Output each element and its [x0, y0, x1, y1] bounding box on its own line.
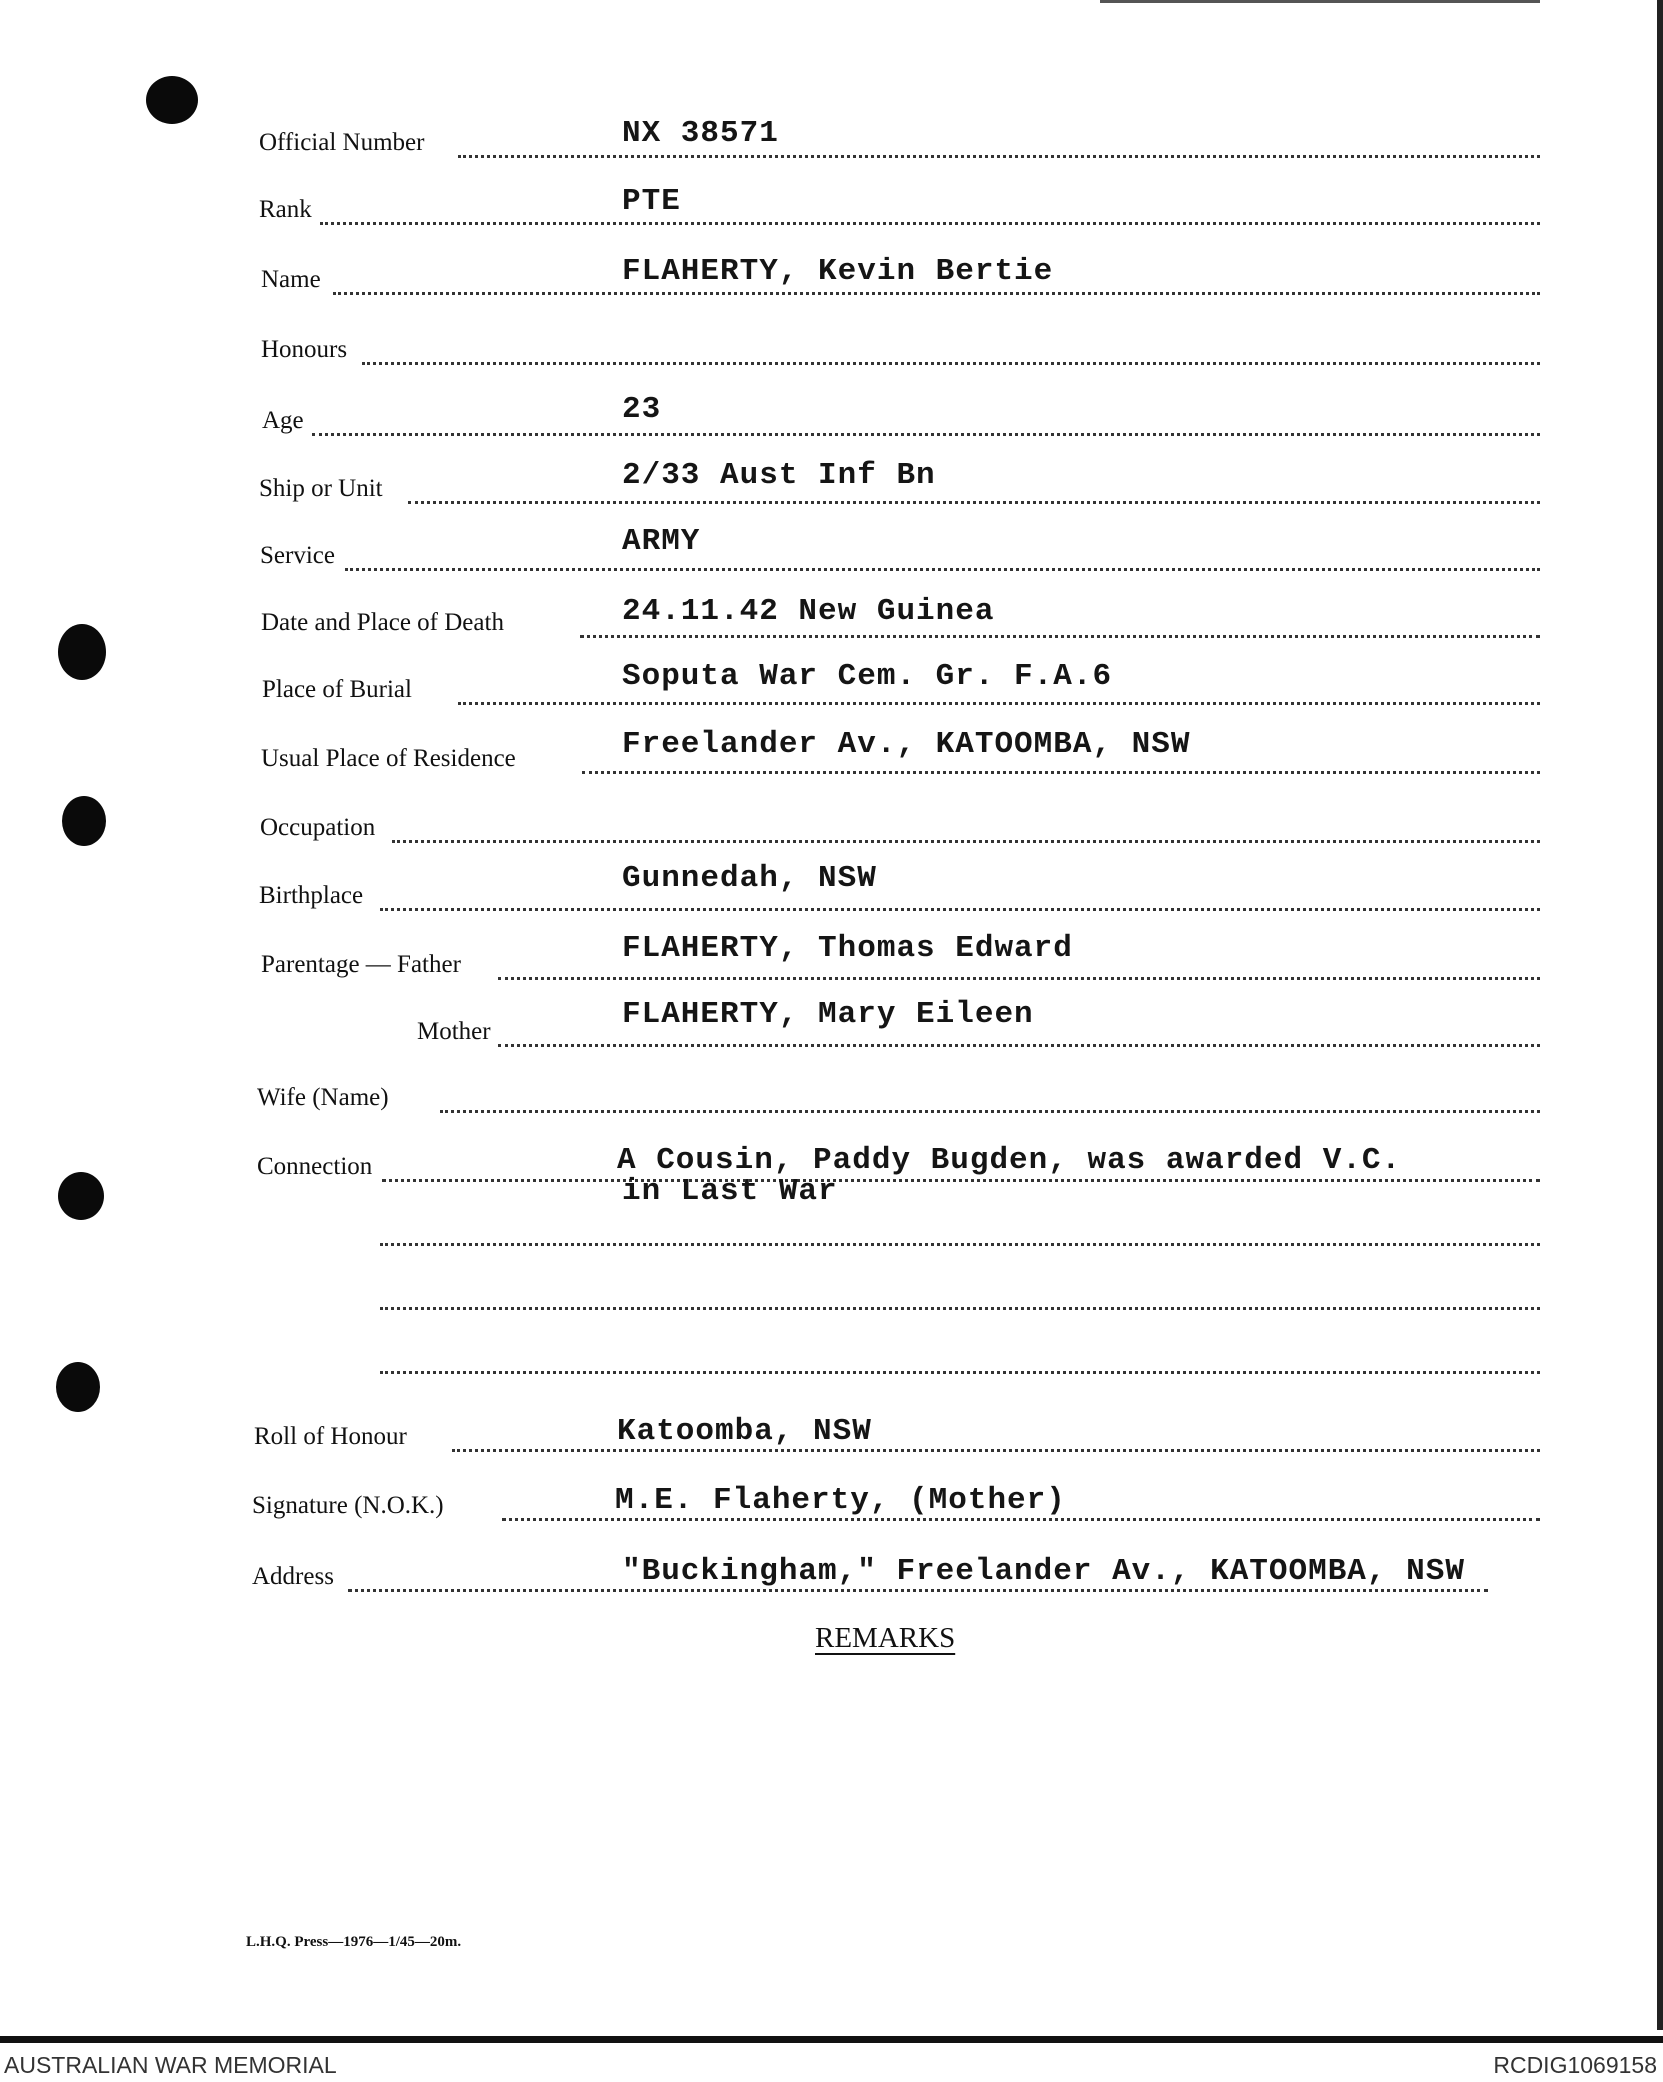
address-value: "Buckingham," Freelander Av., KATOOMBA, NSW — [622, 1554, 1465, 1589]
father-dotted-line — [498, 977, 1540, 980]
footer-record-id: RCDIG1069158 — [1493, 2052, 1657, 2078]
punch-hole — [58, 624, 106, 680]
signature-value: M.E. Flaherty, (Mother) — [615, 1483, 1066, 1518]
ship-or-unit-dotted-line — [408, 501, 1540, 504]
mother-value: FLAHERTY, Mary Eileen — [622, 997, 1034, 1032]
father-label: Parentage — Father — [261, 951, 461, 978]
scan-right-edge — [1657, 0, 1663, 2030]
birthplace-value: Gunnedah, NSW — [622, 861, 877, 896]
father-value: FLAHERTY, Thomas Edward — [622, 931, 1073, 966]
footer-rule — [0, 2036, 1663, 2043]
service-label: Service — [260, 542, 335, 569]
connection-extra-dotted-line — [380, 1243, 1540, 1246]
ship-or-unit-value: 2/33 Aust Inf Bn — [622, 458, 936, 493]
wife-label: Wife (Name) — [257, 1084, 389, 1111]
punch-hole — [146, 76, 198, 124]
signature-label: Signature (N.O.K.) — [252, 1492, 444, 1519]
official-number-value: NX 38571 — [622, 116, 779, 151]
punch-hole — [58, 1172, 104, 1220]
mother-label: Mother — [417, 1018, 491, 1045]
service-value: ARMY — [622, 524, 701, 559]
connection-extra-dotted-line — [380, 1371, 1540, 1374]
date-place-death-dotted-line — [580, 635, 1540, 638]
honours-dotted-line — [362, 362, 1540, 365]
rank-dotted-line — [320, 222, 1540, 225]
rank-value: PTE — [622, 184, 681, 219]
date-place-death-value: 24.11.42 New Guinea — [622, 594, 995, 629]
connection-value-line2: in Last War — [622, 1174, 838, 1209]
connection-dotted-line — [382, 1179, 1540, 1182]
address-dotted-line — [348, 1589, 1488, 1592]
connection-value-line1: A Cousin, Paddy Bugden, was awarded V.C. — [617, 1143, 1402, 1178]
scan-top-edge — [1100, 0, 1540, 3]
roll-of-honour-value: Katoomba, NSW — [617, 1414, 872, 1449]
punch-hole — [56, 1362, 100, 1412]
usual-residence-value: Freelander Av., KATOOMBA, NSW — [622, 727, 1191, 762]
remarks-heading: REMARKS — [815, 1622, 956, 1654]
address-label: Address — [252, 1563, 334, 1590]
age-value: 23 — [622, 392, 662, 427]
name-label: Name — [261, 266, 321, 293]
date-place-death-label: Date and Place of Death — [261, 609, 504, 636]
official-number-label: Official Number — [259, 129, 425, 156]
signature-dotted-line — [502, 1518, 1540, 1521]
roll-of-honour-label: Roll of Honour — [254, 1423, 407, 1450]
connection-label: Connection — [257, 1153, 373, 1180]
rank-label: Rank — [259, 196, 312, 223]
printer-imprint: L.H.Q. Press—1976—1/45—20m. — [246, 1934, 462, 1950]
birthplace-dotted-line — [380, 908, 1540, 911]
name-value: FLAHERTY, Kevin Bertie — [622, 254, 1054, 289]
mother-dotted-line — [498, 1044, 1540, 1047]
name-dotted-line — [333, 292, 1540, 295]
footer-archive-name: AUSTRALIAN WAR MEMORIAL — [4, 2052, 337, 2078]
punch-hole — [62, 796, 106, 846]
age-label: Age — [262, 407, 304, 434]
birthplace-label: Birthplace — [259, 882, 364, 909]
service-dotted-line — [345, 568, 1540, 571]
ship-or-unit-label: Ship or Unit — [259, 475, 383, 502]
official-number-dotted-line — [458, 155, 1540, 158]
usual-residence-dotted-line — [582, 771, 1540, 774]
occupation-dotted-line — [392, 840, 1540, 843]
honours-label: Honours — [261, 336, 348, 363]
place-of-burial-label: Place of Burial — [262, 676, 412, 703]
occupation-label: Occupation — [260, 814, 376, 841]
wife-dotted-line — [440, 1110, 1540, 1113]
connection-extra-dotted-line — [380, 1307, 1540, 1310]
roll-of-honour-dotted-line — [452, 1449, 1540, 1452]
age-dotted-line — [312, 433, 1540, 436]
place-of-burial-dotted-line — [458, 702, 1540, 705]
place-of-burial-value: Soputa War Cem. Gr. F.A.6 — [622, 659, 1113, 694]
usual-residence-label: Usual Place of Residence — [261, 745, 516, 772]
